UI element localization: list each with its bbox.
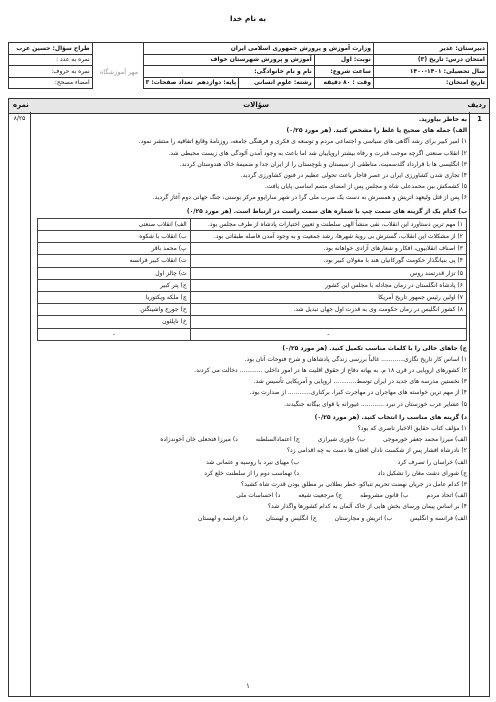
part-a-item: ۴) تجاری شدن کشاورزی ایران در عصر قاجار باعث تحولی عظیم در فنون کشاورزی گردید. <box>240 171 467 179</box>
match-statement: ۴) پی بنیانگذار حکومت گورکانیان هند با مغولان کبیر بود. <box>190 255 466 267</box>
match-option: ت) انقلاب کبیر فرانسه <box>38 255 191 267</box>
mcq-question: ۱) مؤلف کتاب حقایق الاخبار ناصری که بود؟ <box>357 425 467 433</box>
table-row <box>38 267 467 279</box>
mcq-options <box>31 457 467 468</box>
mcq-option: الف) خراسان را تصرف کرد <box>397 458 467 466</box>
part-c-item: ۴) از مهم ترین خواسته های مهاجران در مهاجرت کبرا، برکناری............ از صدارت بود. <box>249 389 467 397</box>
table-row <box>38 230 467 242</box>
match-option: ح) جورج واشینگتن <box>38 304 191 316</box>
match-option: - <box>38 328 191 340</box>
match-statement: ۳) اصناف انقلابیون، افکار و شعارهای آزادی خواهانه بود. <box>190 243 466 255</box>
table-row <box>38 218 467 230</box>
mcq-options <box>31 468 467 479</box>
mcq-option: ج) مرجعیت شیعه <box>298 492 343 500</box>
question-score: ۸/۲۵ <box>9 112 31 696</box>
exam-page <box>8 6 488 696</box>
match-statement: - <box>190 328 466 340</box>
mcq-option: الف) اتحاد مردم <box>426 492 467 500</box>
mcq-option: الف) میرزا محمد جعفر خورموجی <box>383 436 467 444</box>
mcq-options <box>31 490 467 501</box>
exam-date: تاریخ امتحان: <box>373 77 487 89</box>
question-intro: به خاطر بیاورید. <box>418 116 467 123</box>
school-name: دبیرستان: غدیر <box>373 43 487 55</box>
part-b-title: ب) کدام یک از گزینه های سمت چپ با شماره های سمت راست در ارتباط است. (هر مورد ۰/۲۵) <box>186 207 467 215</box>
part-d-title: د) گزینه های مناسب را انتخاب کنید. (هر مورد ۰/۲۵) <box>314 413 467 421</box>
mcq-option: ب) خاوری شیرازی <box>317 436 366 444</box>
match-statement <box>190 316 466 328</box>
question-content <box>31 112 467 524</box>
table-row <box>38 279 467 291</box>
education-dept: آموزش و پرورش شهرستان خواف <box>143 54 314 66</box>
match-option: ب) انقلاب با شکوه <box>38 230 191 242</box>
part-c-title: ج) جاهای خالی را با کلمات مناسب تکمیل کنید. (هر مورد ۰/۲۵) <box>282 344 467 352</box>
part-c-item: ۱) اساس کار تاریخ نگاری............ غالباً بررسی زندگی پادشاهان و شرح فتوحات آنان بود. <box>244 355 467 363</box>
mcq-question: ۳) کدام عامل در جریان نهضت تحریم تنباکو، خطر بطلانی بر مطلق بودن قدرت شاه کشید؟ <box>241 480 467 488</box>
exam-term: نوبت: اول <box>314 54 373 66</box>
match-option: ث) چالز اول <box>38 267 191 279</box>
part-a-title: الف) جمله های صحیح یا غلط را مشخص کنید. (هر مورد ۰/۲۵) <box>286 127 467 135</box>
school-stamp: مهر آموزشگاه <box>99 68 139 76</box>
score-header: نمره <box>13 101 29 109</box>
mcq-option: د) میرزا فتحعلی خان آخوندزاده <box>160 436 238 444</box>
field-of-study: رشته: علوم انسانی <box>239 77 315 89</box>
exam-duration: وقت : ۸۰ دقیقه <box>314 77 373 89</box>
mcq-option: ج) انگلیس و لهستان <box>265 514 317 522</box>
table-row <box>38 291 467 303</box>
match-statement: ۶) پادشاه انگلستان در زمان مجادله با مجلس این کشور <box>190 279 466 291</box>
mcq-option: الف) فرانسه و انگلیس <box>410 514 467 522</box>
start-time: ساعت شروع: <box>314 66 373 78</box>
part-a-item: ۶) پس از قتل ولیعهد اتریش و همسرش به دست یک صرب ملی گرا در شهر سارایوو مرکز بوسنی، جنگ جهانی دوم آغاز گردید. <box>152 194 467 202</box>
match-statement: ۲) از مشکلات این انقلاب، گسترش بی رویهٔ شهرها، رشد جمعیت و به وجود آمدن فاصله طبقاتی بود. <box>190 230 466 242</box>
part-c-item: ۲) کشورهای اروپایی در قرن ۱۸ م. به بهانه دفاع از حقوق اقلیت ها در امور داخلی ............ دخالت می کردند. <box>194 367 467 375</box>
page-number: ۱ <box>246 682 250 690</box>
question-1-box <box>8 112 490 697</box>
match-option: چ) ملکه ویکتوریا <box>38 291 191 303</box>
mcq-question: ۲) نادرشاه افشار پس از شکست نادان افغان ها دست به چه اقدامی زد؟ <box>286 447 467 455</box>
part-a-item: ۵) کشمکش بین محمدعلی شاه و مجلس پس از امضای متمم اساسی پایان یافت. <box>264 183 467 191</box>
mcq-question: ۴) بر اساس پیمان ورسای بخش هایی از خاک آلمان به کدام کشورها واگذار شد؟ <box>267 503 467 511</box>
part-a-item: ۲) انقلاب صنعتی اگرچه موجب قدرت و رفاه بیشتر اروپاییان شد اما باعث به وجود آمدن آلودگی های زیست محیطی شد. <box>168 149 467 157</box>
mcq-option: ب) اتریش و مجارستان <box>334 514 393 522</box>
match-statement: ۸) کشور انگلیس در زمان حکومت وی به قدرت اول جهان تبدیل شد. <box>190 304 466 316</box>
part-c-item: ۵) عشایر عرب خوزستان در نبرد ............ غیورانه با قوای بیگانه جنگیدند. <box>284 400 467 408</box>
table-row <box>38 255 467 267</box>
match-option: الف) انقلاب صنعتی <box>38 218 191 230</box>
radif-header: ردیف <box>467 101 486 109</box>
mcq-option: ب) مهیای نبرد با روسیه و عثمانی شد <box>206 458 299 466</box>
match-statement: ۷) اولین رئیس جمهور تاریخ آمریکا <box>190 291 466 303</box>
table-row <box>38 243 467 255</box>
mcq-option: ج) اعتمادالسلطنه <box>255 436 300 444</box>
mcq-option: د) احساسات ملی <box>236 492 281 500</box>
questions-header: سؤالات <box>243 101 269 109</box>
part-c-item: ۳) نخستین مدرسه های جدید در ایران توسط............ اروپایی و آمریکایی تأسیس شد. <box>253 378 467 386</box>
question-number: 1 <box>469 112 489 696</box>
student-name: نام و نام خانوادگی: <box>143 66 314 78</box>
score-letters-label: نمره به حروف: <box>9 66 93 78</box>
table-row <box>38 316 467 328</box>
exam-header-table <box>8 42 488 89</box>
table-row <box>38 328 467 340</box>
page-title: به نام خدا <box>229 14 267 23</box>
part-a-item: ۳) انگلیسی ها با قرارداد گلدسمیت، مناطقی از سیستان و بلوچستان را از ایران جدا و ضمیمهٔ خاک هندوستان کردند. <box>179 160 467 168</box>
designer: طراح سؤال: حسین عرب <box>9 43 93 55</box>
match-option: خ) ناپلئون <box>38 316 191 328</box>
mcq-options <box>31 513 467 524</box>
part-a-item: ۱) امیر کبیر برای رشد آگاهی های سیاسی و اجتماعی مردم و توسعه ی فکری و فرهنگی جامعه، روزنامهٔ وقایع اتفاقیه را منتشر نمود. <box>138 138 467 146</box>
mcq-option: د) تهماسب دوم را از سلطنت خلع کرد <box>204 469 299 477</box>
match-option: ج) پتر کبیر <box>38 279 191 291</box>
exam-subject: امتحان درس: تاریخ (۳) <box>373 54 487 66</box>
match-option: پ) محمد باقر <box>38 243 191 255</box>
mcq-option: ج) شورای دشت مغان را تشکیل داد <box>377 469 467 477</box>
score-number-label: نمره به عدد : <box>9 54 93 66</box>
grade-and-pages: پایه: دوازدهم تعداد صفحات: ۳ <box>143 77 239 89</box>
ministry-name: وزارت آموزش و پرورش جمهوری اسلامی ایران <box>143 43 373 55</box>
mcq-options <box>31 434 467 445</box>
mcq-option: ب) قانون مشروطه <box>360 492 409 500</box>
grader-signature: امضاء مصحح: <box>9 77 93 89</box>
academic-year: سال تحصیلی: ۱۴۰۱-۱۴۰۰ <box>373 66 487 78</box>
table-row <box>38 304 467 316</box>
match-statement: ۱) مهم ترین دستاورد این انقلاب، نفی منشأ الهی سلطنت و تعیین اختیارات پادشاه از طرف مجلس بود. <box>190 218 466 230</box>
mcq-option: د) فرانسه و لهستان <box>198 514 248 522</box>
match-statement: ۵) تزار قدرتمند روس <box>190 267 466 279</box>
matching-table <box>37 218 467 341</box>
